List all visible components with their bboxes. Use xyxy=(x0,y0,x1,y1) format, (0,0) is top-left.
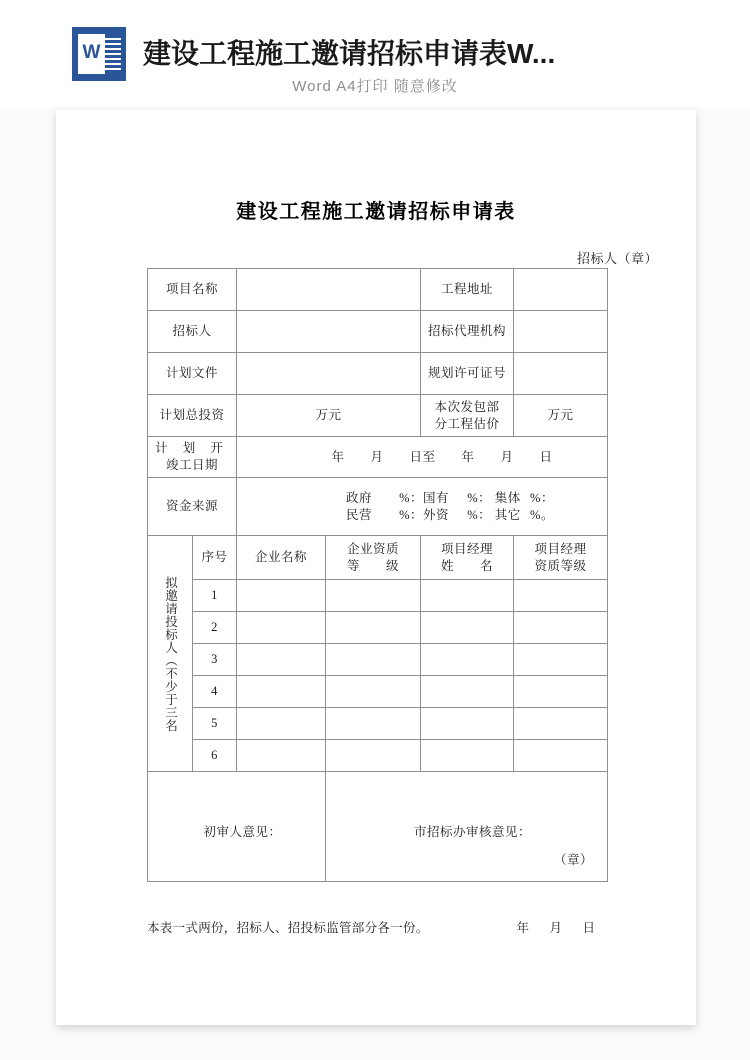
table-row xyxy=(148,353,608,395)
bureau-opinion-cell[interactable] xyxy=(326,772,608,882)
bidder-company[interactable] xyxy=(237,740,326,772)
bidder-manager[interactable] xyxy=(421,644,514,676)
agency-value[interactable] xyxy=(514,311,608,353)
bidder-seq: 2 xyxy=(193,612,237,644)
total-investment-label: 计划总投资 xyxy=(148,395,237,437)
table-row xyxy=(148,269,608,311)
table-row xyxy=(148,478,608,536)
bidders-col-seq: 序号 xyxy=(193,536,237,580)
contract-estimate-label xyxy=(421,395,514,437)
contract-estimate-label-line1: 本次发包部 xyxy=(434,399,500,414)
bidder-qualification[interactable] xyxy=(326,708,421,740)
bidder-manager-qual[interactable] xyxy=(514,676,608,708)
funding-collective: %： 集体 xyxy=(467,490,521,505)
footer-date-placeholder[interactable]: 年 月 日 xyxy=(516,921,599,935)
bidder-seq: 5 xyxy=(193,708,237,740)
plan-document-value[interactable] xyxy=(237,353,421,395)
bureau-opinion-label: 市招标办审核意见： xyxy=(414,824,532,839)
bidder-manager[interactable] xyxy=(421,740,514,772)
footer-note-text: 本表一式两份，招标人、招投标监管部分各一份。 xyxy=(147,921,429,935)
bidder-company[interactable] xyxy=(237,612,326,644)
bidder-manager-qual[interactable] xyxy=(514,740,608,772)
bidder-qualification[interactable] xyxy=(326,612,421,644)
bidder-manager[interactable] xyxy=(421,708,514,740)
agency-label: 招标代理机构 xyxy=(421,311,514,353)
total-investment-unit[interactable]: 万元 xyxy=(237,395,421,437)
permit-number-label: 规划许可证号 xyxy=(421,353,514,395)
bidder-manager-qual[interactable] xyxy=(514,580,608,612)
word-icon-letter: W xyxy=(82,42,101,63)
document-title: 建设工程施工邀请招标申请表 xyxy=(236,201,516,223)
schedule-label xyxy=(148,437,237,478)
funding-source-label: 资金来源 xyxy=(148,478,237,536)
header-title-row xyxy=(72,27,555,81)
bidder-seq: 4 xyxy=(193,676,237,708)
funding-line2-end: %。 xyxy=(530,507,554,522)
page-header xyxy=(0,0,750,108)
header-subtitle: Word A4打印 随意修改 xyxy=(292,78,458,95)
site-address-value[interactable] xyxy=(514,269,608,311)
table-row xyxy=(148,311,608,353)
bidder-manager[interactable] xyxy=(421,612,514,644)
funding-line1-end: %： xyxy=(530,490,554,505)
table-row xyxy=(148,612,608,644)
tenderee-value[interactable] xyxy=(237,311,421,353)
schedule-label-line1: 计 划 开 xyxy=(155,441,229,455)
bidder-company[interactable] xyxy=(237,708,326,740)
opinions-row xyxy=(148,772,608,882)
bidder-company[interactable] xyxy=(237,580,326,612)
bidders-vertical-label: 拟邀请投标人（不少于三名 xyxy=(148,536,193,772)
bidder-qualification[interactable] xyxy=(326,676,421,708)
bidders-header-row xyxy=(148,536,608,580)
tenderee-label: 招标人 xyxy=(148,311,237,353)
bidder-company[interactable] xyxy=(237,644,326,676)
bidder-company[interactable] xyxy=(237,676,326,708)
table-row xyxy=(148,740,608,772)
funding-other: %： 其它 xyxy=(467,507,521,522)
document-page xyxy=(56,110,696,1025)
schedule-value[interactable]: 年 月 日至 年 月 日 xyxy=(237,437,608,478)
preliminary-opinion-label: 初审人意见： xyxy=(203,824,282,839)
word-document-icon xyxy=(72,27,126,81)
bidder-manager-qual[interactable] xyxy=(514,708,608,740)
table-row xyxy=(148,676,608,708)
bidder-qualification[interactable] xyxy=(326,740,421,772)
table-row xyxy=(148,644,608,676)
schedule-label-line2: 竣工日期 xyxy=(166,458,219,472)
site-address-label: 工程地址 xyxy=(421,269,514,311)
table-row xyxy=(148,395,608,437)
project-name-label: 项目名称 xyxy=(148,269,237,311)
funding-state-owned: %：国有 xyxy=(399,490,449,505)
bidders-col-manager-qual: 项目经理 资质等级 xyxy=(514,536,608,580)
word-icon-lines xyxy=(105,38,121,71)
project-name-value[interactable] xyxy=(237,269,421,311)
bureau-seal-label: （章） xyxy=(554,853,594,867)
page-title: 建设工程施工邀请招标申请表W... xyxy=(143,38,556,69)
table-row xyxy=(148,708,608,740)
bidder-qualification[interactable] xyxy=(326,644,421,676)
funding-source-value[interactable] xyxy=(237,478,608,536)
funding-government: 政府 xyxy=(346,490,373,505)
bidder-seq: 6 xyxy=(193,740,237,772)
bidder-qualification[interactable] xyxy=(326,580,421,612)
table-row xyxy=(148,580,608,612)
word-icon-page xyxy=(78,34,105,74)
bidders-col-manager: 项目经理 姓 名 xyxy=(421,536,514,580)
bidders-col-company: 企业名称 xyxy=(237,536,326,580)
bidder-manager-qual[interactable] xyxy=(514,644,608,676)
bidder-manager[interactable] xyxy=(421,580,514,612)
funding-private: 民营 xyxy=(346,507,373,522)
application-form-table xyxy=(147,268,608,882)
table-row xyxy=(148,437,608,478)
form-footer xyxy=(147,918,607,936)
bidders-col-qualification: 企业资质 等 级 xyxy=(326,536,421,580)
contract-estimate-label-line2: 分工程估价 xyxy=(434,416,500,431)
bidder-manager[interactable] xyxy=(421,676,514,708)
funding-foreign: %：外资 xyxy=(399,507,449,522)
plan-document-label: 计划文件 xyxy=(148,353,237,395)
preliminary-opinion-cell[interactable] xyxy=(148,772,326,882)
tenderee-seal-label: 招标人（章） xyxy=(576,251,658,266)
permit-number-value[interactable] xyxy=(514,353,608,395)
bidder-manager-qual[interactable] xyxy=(514,612,608,644)
contract-estimate-unit[interactable]: 万元 xyxy=(514,395,608,437)
bidder-seq: 3 xyxy=(193,644,237,676)
bidder-seq: 1 xyxy=(193,580,237,612)
